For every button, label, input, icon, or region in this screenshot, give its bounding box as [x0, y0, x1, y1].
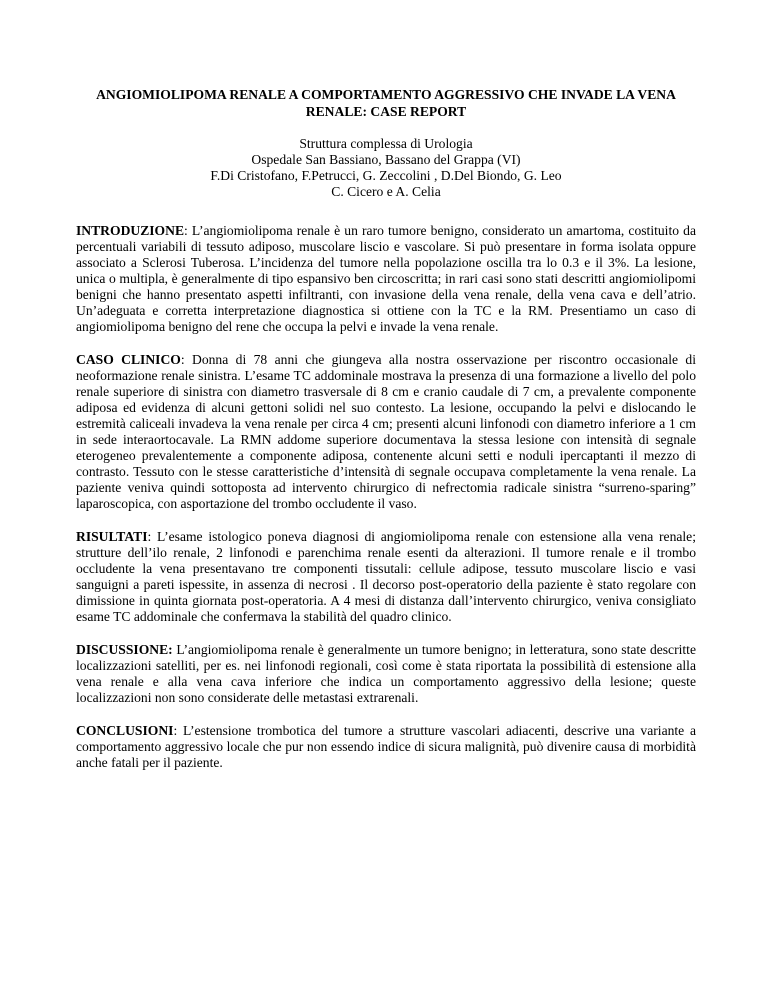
section-heading: RISULTATI [76, 529, 148, 544]
section-caso-clinico [76, 352, 696, 512]
section-heading: DISCUSSIONE: [76, 642, 173, 657]
authors-line-continued: C. Cicero e A. Celia [331, 184, 441, 199]
section-body: : Donna di 78 anni che giungeva alla nostra osservazione per riscontro occasionale di neoformazione renale sinistra. L’esame TC addominale mostrava la presenza di una formazione a livello del polo renale superiore di sinistra con diametro trasversale di 8 cm e cranio caudale di 7 cm, a prevalente componente adiposa ed evidenza di alcuni gettoni solidi nel suo contesto. La lesione, occupando la pelvi e dislocando le estremità caliceali invadeva la vena renale per circa 4 cm; presenti alcuni linfonodi con diametro inferiore a 1 cm in sede interaortocavale. La RMN addome superiore documentava la stessa lesione con intensità di segnale eterogeneo prevalentemente a componente adiposa, contenente alcuni setti e noduli ipercaptanti il mezzo di contrasto. Tessuto con le stesse caratteristiche d’intensità di segnale occupava completamente la vena renale. La paziente veniva quindi sottoposta ad intervento chirurgico di nefrectomia radicale sinistra “surreno-sparing” laparoscopica, con asportazione del trombo occludente il vaso. [76, 352, 696, 511]
section-heading: INTRODUZIONE [76, 223, 185, 238]
section-body: : L’estensione trombotica del tumore a strutture vascolari adiacenti, descrive una variante a comportamento aggressivo locale che pur non essendo indice di sicura malignità, può divenire causa di morbidità anche fatali per il paziente. [76, 723, 696, 770]
section-heading: CONCLUSIONI [76, 723, 174, 738]
section-body: L’angiomiolipoma renale è generalmente un tumore benigno; in letteratura, sono state descritte localizzazioni satelliti, per es. nei linfonodi regionali, così come è stata riportata la possibilità di estensione alla vena renale e alla vena cava inferiore che indica un comportamento aggressivo della lesione; queste localizzazioni non sono considerate delle metastasi extrarenali. [76, 642, 696, 705]
document-title: ANGIOMIOLIPOMA RENALE A COMPORTAMENTO AGGRESSIVO CHE INVADE LA VENA RENALE: CASE REPORT [96, 87, 676, 119]
affiliation-block [76, 136, 696, 200]
section-introduzione [76, 223, 696, 335]
department-line: Struttura complessa di Urologia [299, 136, 473, 151]
hospital-line: Ospedale San Bassiano, Bassano del Grappa (VI) [251, 152, 521, 167]
section-conclusioni [76, 723, 696, 771]
section-risultati [76, 529, 696, 625]
section-body: : L’esame istologico poneva diagnosi di angiomiolipoma renale con estensione alla vena renale; strutture dell’ilo renale, 2 linfonodi e parenchima renale esenti da alterazioni. Il tumore renale e il trombo occludente la vena presentavano tre componenti tissutali: cellule adipose, tessuto muscolare liscio e vasi sanguigni a pareti ispessite, in assenza di necrosi . Il decorso post-operatorio della paziente è stato regolare con dimissione in quinta giornata post-operatoria. A 4 mesi di distanza dall’intervento chirurgico, veniva consigliato esame TC addominale che confermava la stabilità del quadro clinico. [76, 529, 696, 624]
section-heading: CASO CLINICO [76, 352, 181, 367]
authors-line: F.Di Cristofano, F.Petrucci, G. Zeccolini , D.Del Biondo, G. Leo [210, 168, 562, 183]
section-discussione [76, 642, 696, 706]
section-body: : L’angiomiolipoma renale è un raro tumore benigno, considerato un amartoma, costituito da percentuali variabili di tessuto adiposo, muscolare liscio e vascolare. Si può presentare in forma isolata oppure associato a Sclerosi Tuberosa. L’incidenza del tumore nella popolazione oscilla tra lo 0.3 e il 3%. La lesione, unica o multipla, è generalmente di tipo espansivo ben circoscritta; in rari casi sono stati descritti angiomiolipomi benigni che hanno presentato aspetti infiltranti, con invasione della vena renale, della vena cava e dell’atrio. Un’adeguata e corretta interpretazione diagnostica si ottiene con la TC e la RM. Presentiamo un caso di angiomiolipoma benigno del rene che occupa la pelvi e invade la vena renale. [76, 223, 696, 334]
